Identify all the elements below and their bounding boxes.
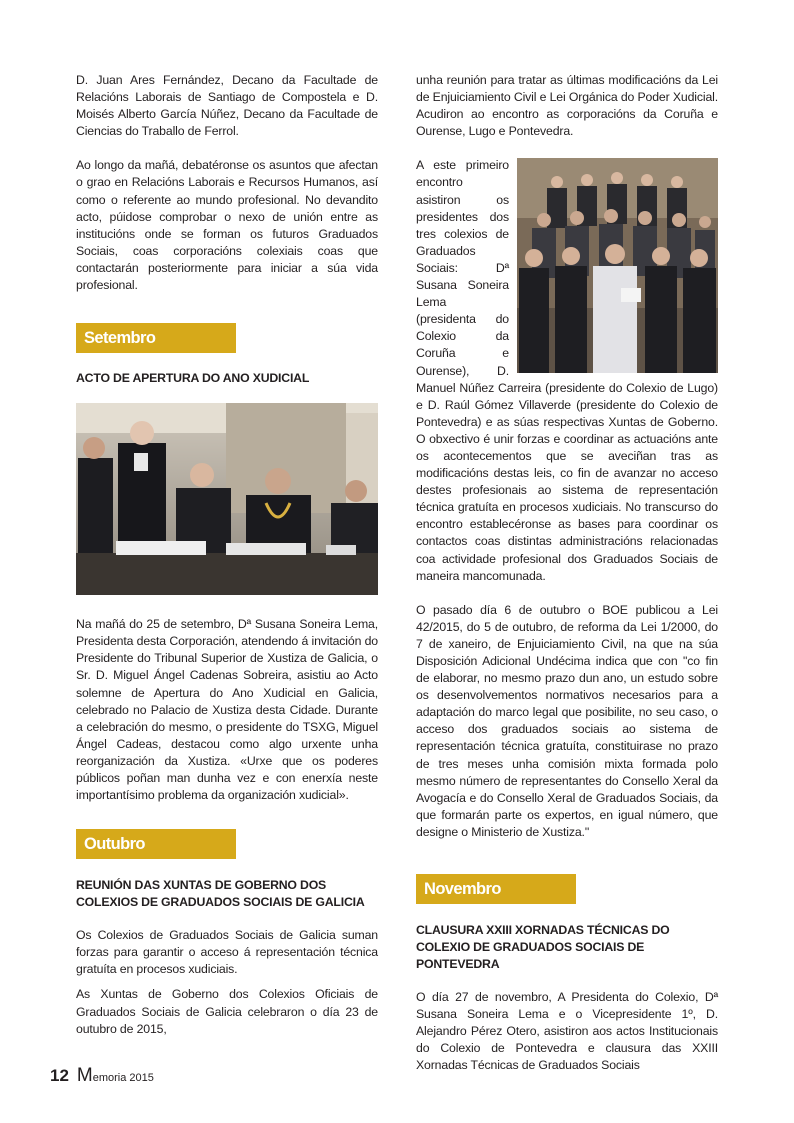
- section-header-setembro: Setembro: [76, 323, 236, 353]
- paragraph: Ao longo da mañá, debatéronse os asuntos que afectan o grao en Relacións Laborais e Recursos Humanos, así como o referente ao mundo profesional. No devandito acto, púidose comprobar o nexo de unión entre as institucións onde se forman os futuros Graduados Sociais, coas corporacións colexiais coas que contactarán posteriormente para iniciar a súa vida profesional.: [76, 158, 378, 293]
- article-heading: ACTO DE APERTURA DO ANO XUDICIAL: [76, 371, 310, 386]
- photo-group-meeting: [517, 158, 718, 373]
- article-heading: REUNIÓN DAS XUNTAS DE GOBERNO DOS: [76, 878, 327, 893]
- paragraph: Os Colexios de Graduados Sociais de Galicia suman forzas para garantir o acceso á representación técnica gratuíta en procesos xudiciais.: [76, 928, 378, 977]
- paragraph: A este primeiro encontro asistiron os presidentes dos tres colexios de Graduados Sociais: Dª Susana Soneira Lema (presidenta do Colexio da Coruña e Ourense), D. Manuel Núñez Carreira (presidente do Colexio de Lugo) e D. Raúl Gómez Villaverde (presidente do Colexio de Pontevedra) e as súas respectivas Xuntas de Goberno. O obxectivo é unir forzas e coordinar as actuacións ante os acontecementos que se aveciñan tras as modificacións destas leis, co fin de avanzar no acceso destes profesionais ao sistema de representación técnica gratuíta en procesos xudiciais. No transcurso do encontro establecéronse as bases para coordinar os contactos coas distintas administracións relacionadas coa actividade profesional dos Graduados Sociais de maneira mancomunada.: [416, 158, 718, 583]
- paragraph: D. Juan Ares Fernández, Decano da Facultade de Relacións Laborais de Santiago de Compostela e D. Moisés Alberto García Núñez, Decano da Facultade de Ciencias do Traballo de Ferrol.: [76, 73, 378, 139]
- left-column: [76, 72, 378, 1038]
- section-header-novembro: Novembro: [416, 874, 576, 904]
- publication-title: emoria 2015: [92, 1072, 154, 1084]
- article-heading: COLEXIO DE GRADUADOS SOCIAIS DE PONTEVEDRA: [416, 940, 645, 972]
- photo-judicial-ceremony-image: [76, 403, 378, 595]
- paragraph: Na mañá do 25 de setembro, Dª Susana Soneira Lema, Presidenta desta Corporación, atendendo á invitación do Presidente do Tribunal Superior de Xustiza de Galicia, o Sr. D. Miguel Ángel Cadenas Sobreira, asistiu ao Acto solemne de Apertura do Ano Xudicial en Galicia, celebrado no Palacio de Xustiza desta Cidade. Durante a celebración do mesmo, o presidente do TSXG, Miguel Ángel Cadeas, destacou como algo urxente unha reorganización da Xustiza. «Urxe que os poderes públicos poñan man dunha vez e con enerxía neste importantísimo problema da organización xudicial».: [76, 617, 378, 803]
- right-column: [416, 72, 718, 1075]
- section-header-outubro: Outubro: [76, 829, 236, 859]
- article-heading: COLEXIOS DE GRADUADOS SOCIAIS DE GALICIA: [76, 895, 365, 910]
- paragraph: O pasado día 6 de outubro o BOE publicou a Lei 42/2015, do 5 de outubro, de reforma da Lei 1/2000, do 7 de xaneiro, de Enjuiciamiento Civil, na que na súa Disposición Adicional Undécima indica que con "co fin de elaborar, no mesmo prazo dun ano, un estudo sobre os desenvolvementos normativos necesarios para a adaptación do marco legal que posibilite, no seu caso, o acceso dos graduados sociais ao sistema de representación técnica gratuíta, constituirase no prazo de tres meses unha comisión mixta formada polo mesmo número de representantes do Consello Xeral da Avogacía e do Consello Xeral de Graduados Sociais, da que formarán parte os expertos, en igual número, que designe o Ministerio de Xustiza.": [416, 602, 718, 839]
- publication-initial: M: [76, 1065, 93, 1086]
- paragraph: O día 27 de novembro, A Presidenta do Colexio, Dª Susana Soneira Lema e o Vicepresidente 1º, D. Alejandro Pérez Otero, asistiron aos actos Institucionais do Colexio de Pontevedra e clausura das XXIII Xornadas Técnicas de Graduados Sociais: [416, 990, 718, 1073]
- photo-judicial-ceremony: [76, 403, 378, 595]
- page-footer: [50, 1065, 154, 1087]
- photo-group-meeting-image: [517, 158, 718, 373]
- article-heading: CLAUSURA XXIII XORNADAS TÉCNICAS DO: [416, 923, 670, 938]
- page-number: 12: [50, 1066, 69, 1085]
- paragraph: As Xuntas de Goberno dos Colexios Oficiais de Graduados Sociais de Galicia celebraron o día 23 de outubro de 2015,: [76, 987, 378, 1036]
- paragraph: unha reunión para tratar as últimas modificacións da Lei de Enjuiciamiento Civil e Lei Orgánica do Poder Xudicial. Acudiron ao encontro as corporacións da Coruña e Ourense, Lugo e Pontevedra.: [416, 73, 718, 139]
